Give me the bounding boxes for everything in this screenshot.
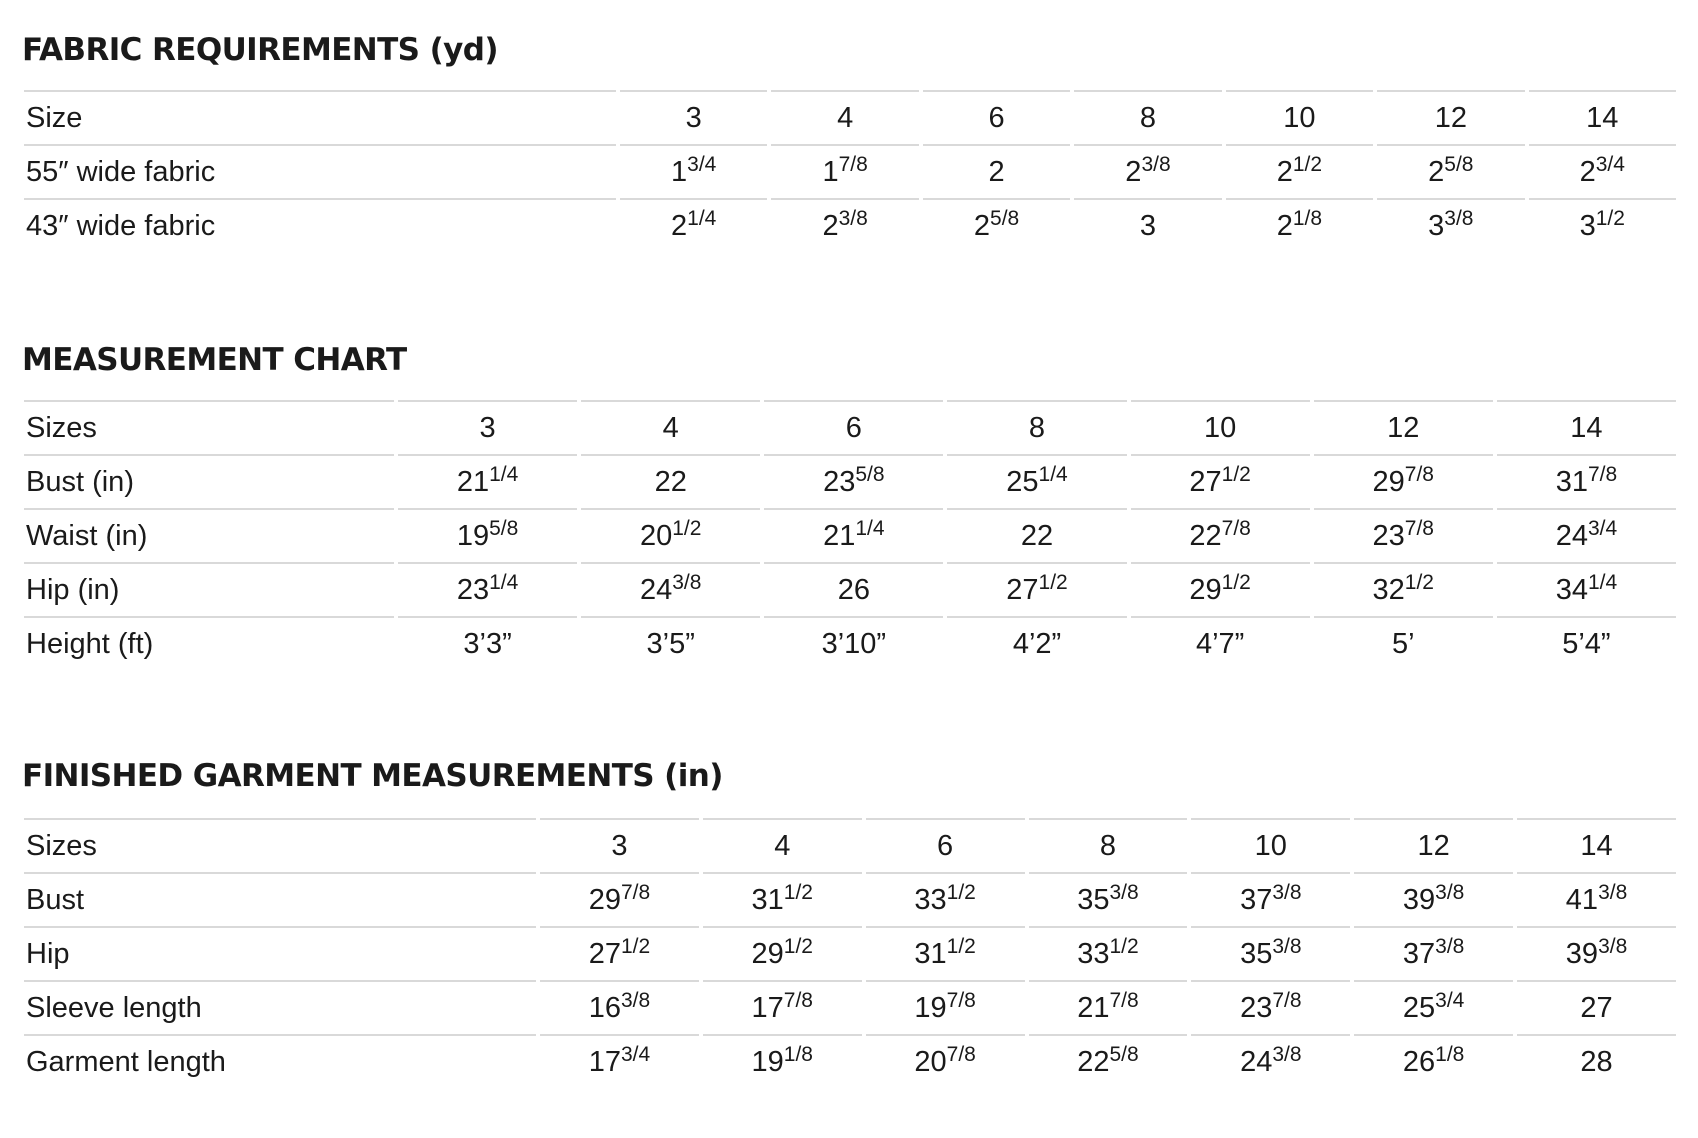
fraction: 1/2 xyxy=(1595,207,1625,230)
value-cell xyxy=(1354,1034,1513,1088)
size-header-cell: 12 xyxy=(1377,90,1524,144)
value-cell xyxy=(1131,562,1310,616)
fraction: 3/4 xyxy=(687,153,717,176)
whole-number: 28 xyxy=(1580,1046,1613,1078)
value-cell xyxy=(1314,508,1493,562)
value-cell xyxy=(866,872,1025,926)
size-header-cell: 12 xyxy=(1354,818,1513,872)
value-cell xyxy=(1226,144,1373,198)
whole-number: 27 xyxy=(1006,574,1039,606)
size-header-cell: 4 xyxy=(581,400,760,454)
value-cell xyxy=(1354,872,1513,926)
fraction: 5/8 xyxy=(489,517,519,540)
fraction: 5/8 xyxy=(855,463,885,486)
whole-number: 23 xyxy=(823,466,856,498)
value-cell xyxy=(1497,562,1676,616)
fraction: 1/2 xyxy=(1404,571,1434,594)
whole-number: 29 xyxy=(1189,574,1222,606)
row-label: Sleeve length xyxy=(24,980,536,1034)
fabric-requirements-table xyxy=(20,90,1680,252)
table-row xyxy=(24,872,1676,926)
fraction: 1/8 xyxy=(783,1043,813,1066)
whole-number: 24 xyxy=(1555,520,1588,552)
fraction: 5/8 xyxy=(1444,153,1474,176)
table-row xyxy=(24,980,1676,1034)
value-cell xyxy=(398,508,577,562)
whole-number: 29 xyxy=(751,938,784,970)
size-header-cell: 3 xyxy=(540,818,699,872)
whole-number: 24 xyxy=(1240,1046,1273,1078)
whole-number: 4’2” xyxy=(1012,628,1062,660)
value-cell xyxy=(1191,926,1350,980)
size-header-cell: 10 xyxy=(1191,818,1350,872)
value-cell xyxy=(703,980,862,1034)
value-cell xyxy=(1377,144,1524,198)
whole-number: 2 xyxy=(822,210,839,242)
value-cell xyxy=(620,144,767,198)
value-cell xyxy=(947,616,1126,670)
size-header-cell: 12 xyxy=(1314,400,1493,454)
value-cell xyxy=(866,980,1025,1034)
fraction: 1/8 xyxy=(1435,1043,1465,1066)
finished-garment-table xyxy=(20,818,1680,1088)
value-cell xyxy=(923,198,1070,252)
value-cell xyxy=(703,872,862,926)
value-cell xyxy=(398,454,577,508)
value-cell xyxy=(1131,454,1310,508)
value-cell xyxy=(1354,980,1513,1034)
table-row xyxy=(24,508,1676,562)
fraction: 3/8 xyxy=(1444,207,1474,230)
table-row xyxy=(24,616,1676,670)
whole-number: 34 xyxy=(1555,574,1588,606)
fraction: 1/4 xyxy=(1587,571,1618,594)
fraction: 7/8 xyxy=(1587,463,1618,486)
value-cell xyxy=(771,198,918,252)
table-row xyxy=(24,926,1676,980)
whole-number: 2 xyxy=(988,156,1005,188)
size-header-cell: 3 xyxy=(620,90,767,144)
whole-number: 17 xyxy=(588,1046,621,1078)
whole-number: 2 xyxy=(1276,156,1293,188)
fraction: 7/8 xyxy=(620,881,651,904)
value-cell xyxy=(764,508,943,562)
size-header-cell: 10 xyxy=(1131,400,1310,454)
value-cell xyxy=(540,926,699,980)
fraction: 1/4 xyxy=(489,463,519,486)
value-cell xyxy=(620,198,767,252)
whole-number: 17 xyxy=(751,992,784,1024)
whole-number: 27 xyxy=(1189,466,1222,498)
row-label: Bust xyxy=(24,872,536,926)
value-cell xyxy=(1354,926,1513,980)
size-header-cell: 10 xyxy=(1226,90,1373,144)
size-header-cell: 6 xyxy=(866,818,1025,872)
whole-number: 32 xyxy=(1372,574,1405,606)
size-header-cell: 14 xyxy=(1497,400,1676,454)
whole-number: 31 xyxy=(914,938,947,970)
whole-number: 2 xyxy=(1579,156,1596,188)
whole-number: 22 xyxy=(1189,520,1222,552)
whole-number: 21 xyxy=(1077,992,1110,1024)
whole-number: 19 xyxy=(456,520,490,552)
fraction: 3/8 xyxy=(1272,881,1302,904)
fraction: 3/8 xyxy=(620,989,651,1012)
value-cell xyxy=(1029,1034,1188,1088)
fraction: 3/8 xyxy=(1272,935,1302,958)
fraction: 7/8 xyxy=(1272,989,1302,1012)
value-cell xyxy=(1029,980,1188,1034)
value-cell xyxy=(581,562,760,616)
size-header-cell: 8 xyxy=(947,400,1126,454)
fraction: 1/2 xyxy=(1292,153,1323,176)
row-label: Sizes xyxy=(24,400,394,454)
whole-number: 27 xyxy=(588,938,621,970)
row-label: Garment length xyxy=(24,1034,536,1088)
fraction: 1/8 xyxy=(1292,207,1323,230)
whole-number: 20 xyxy=(639,520,673,552)
whole-number: 33 xyxy=(1077,938,1110,970)
value-cell xyxy=(1191,872,1350,926)
value-cell xyxy=(866,1034,1025,1088)
table-row xyxy=(24,198,1676,252)
fraction: 3/8 xyxy=(1272,1043,1302,1066)
whole-number: 26 xyxy=(1402,1046,1436,1078)
value-cell xyxy=(1529,144,1676,198)
measurement-chart-title: MEASUREMENT CHART xyxy=(22,342,407,378)
whole-number: 31 xyxy=(1555,466,1588,498)
whole-number: 5’4” xyxy=(1562,628,1611,660)
row-label: 55″ wide fabric xyxy=(24,144,616,198)
fraction: 1/2 xyxy=(1221,571,1251,594)
whole-number: 39 xyxy=(1565,938,1599,970)
fraction: 3/8 xyxy=(1435,935,1465,958)
value-cell xyxy=(703,926,862,980)
value-cell xyxy=(947,454,1126,508)
whole-number: 26 xyxy=(837,574,870,606)
size-header-cell: 8 xyxy=(1029,818,1188,872)
whole-number: 2 xyxy=(671,210,688,242)
whole-number: 27 xyxy=(1580,992,1613,1024)
whole-number: 23 xyxy=(1372,520,1405,552)
fabric-requirements-title: FABRIC REQUIREMENTS (yd) xyxy=(22,32,498,68)
whole-number: 19 xyxy=(751,1046,784,1078)
size-header-cell: 6 xyxy=(764,400,943,454)
size-header-cell: 8 xyxy=(1074,90,1221,144)
fraction: 3/8 xyxy=(1109,881,1139,904)
whole-number: 41 xyxy=(1565,884,1599,916)
value-cell xyxy=(398,562,577,616)
row-label: 43″ wide fabric xyxy=(24,198,616,252)
fraction: 7/8 xyxy=(783,989,813,1012)
fraction: 3/8 xyxy=(838,207,868,230)
whole-number: 21 xyxy=(823,520,856,552)
size-header-cell: 14 xyxy=(1529,90,1676,144)
fraction: 3/8 xyxy=(1598,881,1628,904)
whole-number: 2 xyxy=(973,210,991,242)
table-row xyxy=(24,454,1676,508)
fraction: 1/2 xyxy=(1109,935,1139,958)
fraction: 3/8 xyxy=(1598,935,1628,958)
whole-number: 16 xyxy=(588,992,621,1024)
value-cell xyxy=(703,1034,862,1088)
fraction: 3/8 xyxy=(672,571,702,594)
fraction: 7/8 xyxy=(838,153,868,176)
value-cell xyxy=(1191,1034,1350,1088)
size-header-cell: 6 xyxy=(923,90,1070,144)
fraction: 1/4 xyxy=(687,207,717,230)
finished-garment-section xyxy=(22,756,1698,1078)
fraction: 7/8 xyxy=(946,1043,976,1066)
whole-number: 2 xyxy=(1125,156,1142,188)
value-cell xyxy=(1497,454,1676,508)
size-header-cell: 4 xyxy=(771,90,918,144)
whole-number: 35 xyxy=(1077,884,1110,916)
whole-number: 3 xyxy=(1428,210,1445,242)
fraction: 5/8 xyxy=(1109,1043,1139,1066)
whole-number: 23 xyxy=(1240,992,1273,1024)
whole-number: 3 xyxy=(1139,210,1157,242)
row-label: Height (ft) xyxy=(24,616,394,670)
whole-number: 23 xyxy=(456,574,490,606)
fraction: 7/8 xyxy=(1404,517,1434,540)
fraction: 1/2 xyxy=(783,881,813,904)
fraction: 5/8 xyxy=(990,207,1020,230)
value-cell xyxy=(1131,616,1310,670)
fraction: 1/2 xyxy=(1221,463,1251,486)
size-header-cell: 3 xyxy=(398,400,577,454)
whole-number: 19 xyxy=(914,992,947,1024)
finished-garment-title: FINISHED GARMENT MEASUREMENTS (in) xyxy=(22,758,723,794)
whole-number: 3’3” xyxy=(463,628,512,660)
whole-number: 3’10” xyxy=(821,628,887,660)
fraction: 1/2 xyxy=(672,517,702,540)
whole-number: 2 xyxy=(1276,210,1293,242)
fraction: 1/4 xyxy=(1038,463,1068,486)
measurement-chart-table xyxy=(20,400,1680,670)
value-cell xyxy=(866,926,1025,980)
size-header-cell: 4 xyxy=(703,818,862,872)
value-cell xyxy=(1074,144,1221,198)
value-cell xyxy=(1074,198,1221,252)
whole-number: 21 xyxy=(456,466,490,498)
fraction: 7/8 xyxy=(1404,463,1434,486)
whole-number: 39 xyxy=(1402,884,1436,916)
whole-number: 22 xyxy=(654,466,687,498)
whole-number: 25 xyxy=(1006,466,1039,498)
value-cell xyxy=(947,562,1126,616)
value-cell xyxy=(947,508,1126,562)
value-cell xyxy=(764,616,943,670)
row-label: Bust (in) xyxy=(24,454,394,508)
whole-number: 24 xyxy=(639,574,673,606)
row-label: Sizes xyxy=(24,818,536,872)
value-cell xyxy=(1029,872,1188,926)
fraction: 3/4 xyxy=(1435,989,1465,1012)
value-cell xyxy=(540,1034,699,1088)
table-row xyxy=(24,562,1676,616)
whole-number: 3’5” xyxy=(646,628,695,660)
value-cell xyxy=(771,144,918,198)
whole-number: 3 xyxy=(1579,210,1596,242)
value-cell xyxy=(1529,198,1676,252)
header-row xyxy=(24,90,1676,144)
whole-number: 29 xyxy=(1372,466,1405,498)
whole-number: 22 xyxy=(1077,1046,1110,1078)
row-label: Hip (in) xyxy=(24,562,394,616)
whole-number: 1 xyxy=(822,156,839,188)
whole-number: 4’7” xyxy=(1195,628,1245,660)
value-cell xyxy=(1226,198,1373,252)
whole-number: 20 xyxy=(914,1046,947,1078)
fraction: 3/4 xyxy=(1587,517,1618,540)
value-cell xyxy=(581,508,760,562)
fraction: 1/2 xyxy=(620,935,651,958)
whole-number: 22 xyxy=(1020,520,1054,552)
value-cell xyxy=(1029,926,1188,980)
value-cell xyxy=(764,454,943,508)
value-cell xyxy=(1517,872,1676,926)
value-cell xyxy=(540,980,699,1034)
value-cell xyxy=(1517,1034,1676,1088)
value-cell xyxy=(1517,980,1676,1034)
header-row xyxy=(24,818,1676,872)
measurement-chart-section xyxy=(22,340,1698,660)
whole-number: 37 xyxy=(1240,884,1273,916)
fraction: 1/2 xyxy=(946,881,976,904)
whole-number: 37 xyxy=(1402,938,1436,970)
whole-number: 1 xyxy=(671,156,688,188)
value-cell xyxy=(1314,616,1493,670)
size-header-cell: 14 xyxy=(1517,818,1676,872)
fraction: 7/8 xyxy=(1109,989,1139,1012)
whole-number: 5’ xyxy=(1391,628,1415,660)
row-label: Size xyxy=(24,90,616,144)
value-cell xyxy=(764,562,943,616)
value-cell xyxy=(398,616,577,670)
value-cell xyxy=(1497,616,1676,670)
value-cell xyxy=(1191,980,1350,1034)
whole-number: 35 xyxy=(1240,938,1273,970)
fraction: 1/2 xyxy=(783,935,813,958)
whole-number: 2 xyxy=(1428,156,1445,188)
value-cell xyxy=(1517,926,1676,980)
fraction: 1/2 xyxy=(1038,571,1068,594)
table-row xyxy=(24,1034,1676,1088)
row-label: Waist (in) xyxy=(24,508,394,562)
whole-number: 31 xyxy=(751,884,784,916)
fraction: 1/2 xyxy=(946,935,976,958)
value-cell xyxy=(540,872,699,926)
value-cell xyxy=(1314,454,1493,508)
value-cell xyxy=(581,616,760,670)
value-cell xyxy=(1314,562,1493,616)
header-row xyxy=(24,400,1676,454)
fraction: 3/4 xyxy=(620,1043,651,1066)
value-cell xyxy=(581,454,760,508)
fraction: 1/4 xyxy=(489,571,519,594)
table-row xyxy=(24,144,1676,198)
value-cell xyxy=(1131,508,1310,562)
whole-number: 29 xyxy=(588,884,621,916)
row-label: Hip xyxy=(24,926,536,980)
fraction: 3/8 xyxy=(1141,153,1171,176)
whole-number: 33 xyxy=(914,884,947,916)
value-cell xyxy=(1377,198,1524,252)
whole-number: 25 xyxy=(1402,992,1436,1024)
fraction: 3/4 xyxy=(1595,153,1625,176)
fraction: 7/8 xyxy=(946,989,976,1012)
fraction: 3/8 xyxy=(1435,881,1465,904)
fabric-requirements-section xyxy=(22,30,1698,242)
value-cell xyxy=(923,144,1070,198)
fraction: 1/4 xyxy=(855,517,885,540)
value-cell xyxy=(1497,508,1676,562)
fraction: 7/8 xyxy=(1221,517,1251,540)
